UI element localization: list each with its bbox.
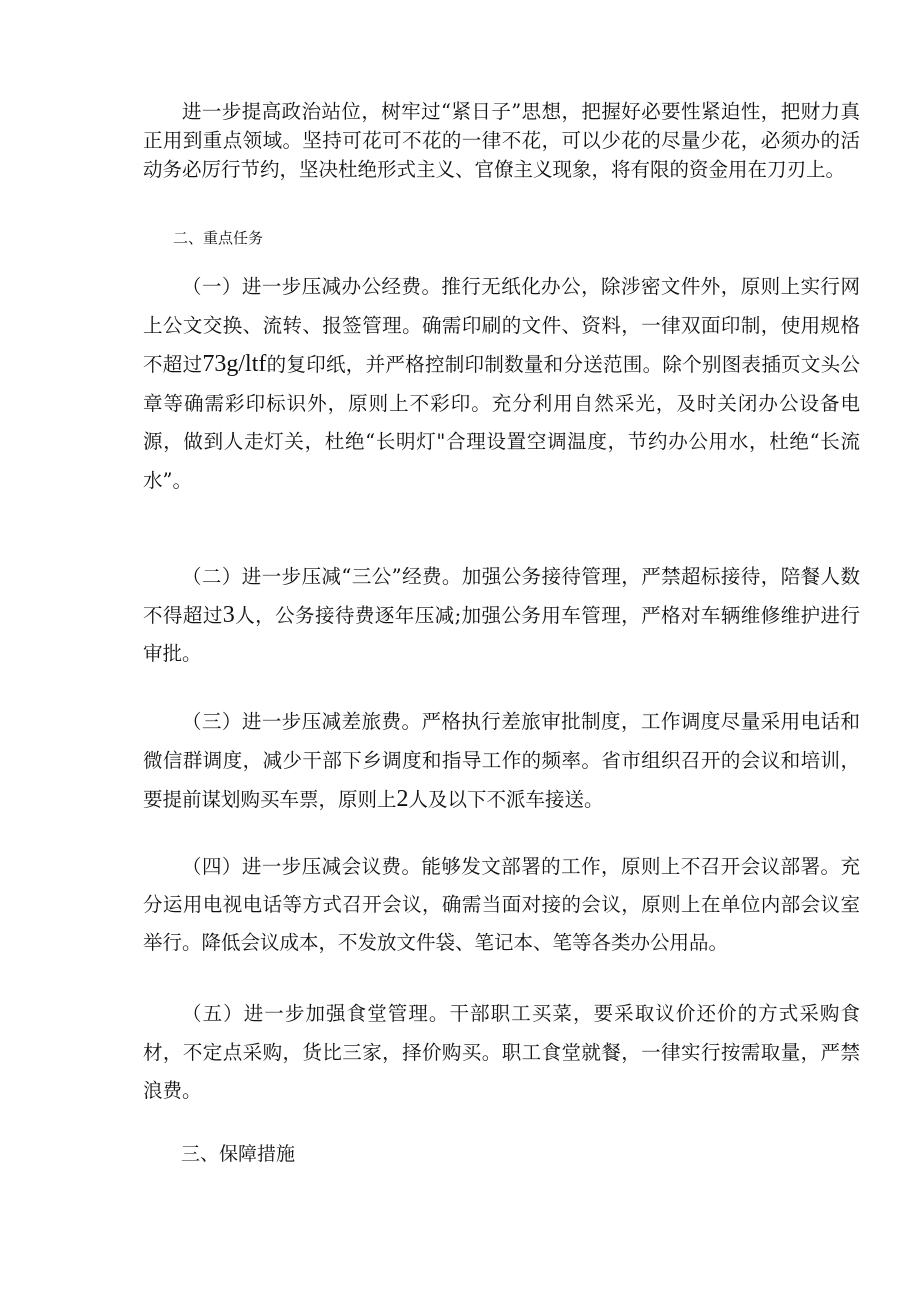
task-3-paragraph <box>143 703 860 820</box>
paper-spec: 73g/ltf <box>202 351 267 377</box>
task-5-paragraph: （五）进一步加强食堂管理。干部职工买菜，要采取议价还价的方式采购食材，不定点采购，货比三家，择价购买。职工食堂就餐，一律实行按需取量，严禁浪费。 <box>143 1002 860 1102</box>
task-4-paragraph: （四）进一步压减会议费。能够发文部署的工作，原则上不召开会议部署。充分运用电视电话等方式召开会议，确需当面对接的会议，原则上在单位内部会议室举行。降低会议成本，不发放文件袋、笔记本、笔等各类办公用品。 <box>143 855 860 954</box>
task-1-paragraph <box>143 268 860 500</box>
task-2-text-end: 人，公务接待费逐年压减;加强公务用车管理，严格对车辆维修维护进行审批。 <box>143 604 860 665</box>
task-2-number: 3 <box>222 602 235 628</box>
task-1-text-start: （一）进一步压减办公经费。推行无纸化办公，除涉密文件外，原则上实行网上公文交换、流转、报签管理。确需印刷的文件、资料，一律双面印制，使用规格不超过 <box>143 275 860 376</box>
section-heading-key-tasks: 二、重点任务 <box>173 229 264 247</box>
task-1-text-end: 的复印纸，并严格控制印制数量和分送范围。除个别图表插页文头公章等确需彩印标识外，原则上不彩印。充分利用自然采光，及时关闭办公设备电源，做到人走灯关，杜绝“长明灯"合理设置空调温度，节约办公用水，杜绝“长流水”。 <box>143 353 860 492</box>
task-3-number: 2 <box>396 786 409 812</box>
task-2-text-start: （二）进一步压减“三公”经费。加强公务接待管理，严禁超标接待，陪餐人数不得超过 <box>143 565 860 627</box>
section-heading-safeguards: 三、保障措施 <box>181 1143 296 1165</box>
task-2-paragraph <box>143 558 860 673</box>
task-3-text-start: （三）进一步压减差旅费。严格执行差旅审批制度，工作调度尽量采用电话和微信群调度，减少干部下乡调度和指导工作的频率。省市组织召开的会议和培训，要提前谋划购买车票，原则上 <box>143 710 860 811</box>
intro-paragraph: 进一步提高政治站位，树牢过“紧日子”思想，把握好必要性紧迫性，把财力真正用到重点领域。坚持可花可不花的一律不花，可以少花的尽量少花，必须办的活动务必厉行节约，坚决杜绝形式主义、官僚主义现象，将有限的资金用在刀刃上。 <box>143 100 860 181</box>
task-3-text-end: 人及以下不派车接送。 <box>408 788 604 811</box>
